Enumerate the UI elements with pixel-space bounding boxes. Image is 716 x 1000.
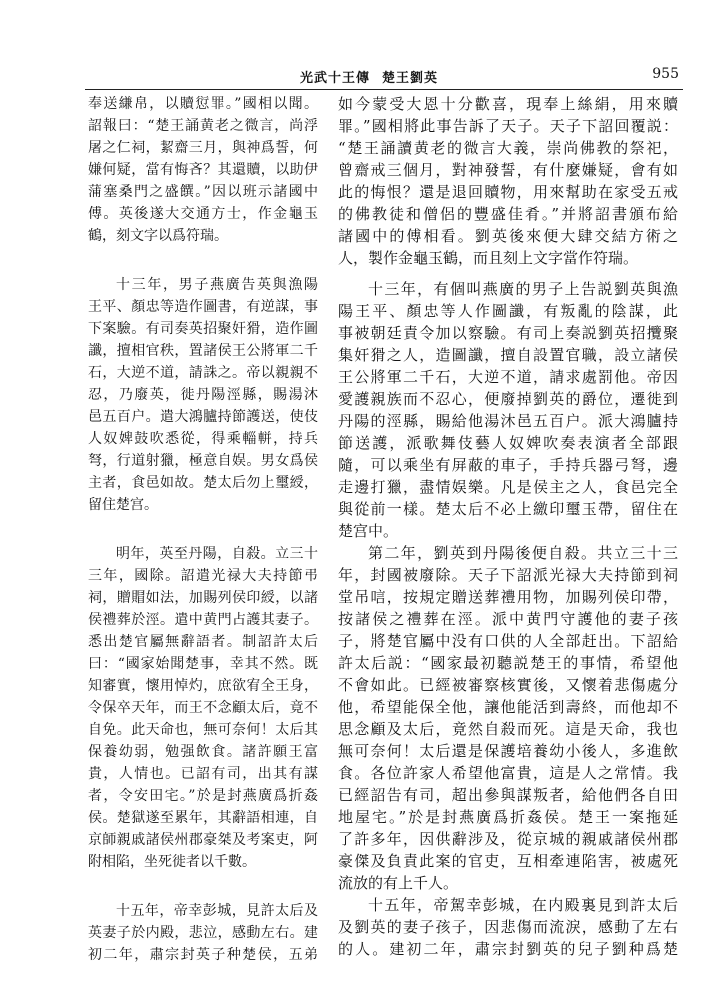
text-line: 鶴，刻文字以爲符瑞。	[88, 228, 228, 244]
text-line: 十五年，帝駕幸彭城，在内殿裏見到許太后	[368, 896, 678, 914]
section-title: 楚王劉英	[382, 71, 439, 86]
text-line: 人，製作金龜玉鶴，而且刻上文字當作符瑞。	[338, 249, 639, 267]
text-line: 下案驗。有司奏英招聚奸猾，造作圖	[88, 321, 318, 337]
text-line: 石，大逆不道，請誅之。帝以親親不	[88, 365, 318, 381]
text-line: 令保卒天年，而王不念顧太后，竟不	[88, 700, 318, 716]
text-line: 明年，英至丹陽，自殺。立三十	[116, 546, 318, 562]
text-line: 堂吊唁，按規定贈送葬禮用物，加賜列侯印帶，	[338, 588, 678, 606]
text-line: 諸國中的傅相看。劉英後來便大肆交結方術之	[338, 227, 678, 245]
text-line: 主者，食邑如故。楚太后勿上璽綬，	[88, 475, 318, 491]
text-line: 曾齋戒三個月，對神發誓，有什麼嫌疑，會有如	[338, 161, 678, 179]
text-line: 知審實，懷用悼灼，庶欲宥全王身，	[88, 678, 318, 694]
text-line: 貴，人情也。已詔有司，出其有謀	[88, 766, 318, 782]
text-line: 忍，乃廢英，徙丹陽涇縣，賜湯沐	[88, 387, 318, 403]
text-line: “楚王誦讀黄老的微言大義，崇尚佛教的祭祀，	[338, 139, 678, 157]
text-line: 自免。此天命也，無可奈何！太后其	[88, 722, 318, 738]
text-line: 京師親戚諸侯州郡豪桀及考案吏，阿	[88, 832, 318, 848]
text-line: 十五年，帝幸彭城，見許太后及	[116, 903, 318, 919]
text-line: 屠之仁祠，絜齋三月，與神爲誓，何	[88, 140, 318, 156]
text-line: 保養幼弱，勉强飲食。諸許願王富	[88, 744, 318, 760]
paragraph	[338, 93, 678, 269]
paragraph	[88, 274, 318, 516]
text-line: 罪。”國相將此事告訴了天子。天子下詔回覆説：	[338, 117, 678, 135]
text-line: 愛護親族而不忍心，便廢掉劉英的爵位，遷徙到	[338, 390, 678, 408]
text-line: 及劉英的妻子孩子，因悲傷而流淚，感動了左右	[338, 918, 678, 936]
text-line: 如今蒙受大恩十分歡喜，現奉上絲絹，用來贖	[338, 95, 678, 113]
text-line: 十三年，男子燕廣告英與漁陽	[116, 277, 318, 293]
paragraph	[88, 900, 318, 966]
text-line: 王平、顏忠等造作圖書，有逆謀，事	[88, 299, 318, 315]
text-line: 侯禮葬於涇。遣中黄門占護其妻子。	[88, 612, 318, 628]
text-line: 許太后説：“國家最初聽説楚王的事情，希望他	[338, 654, 678, 672]
chapter-title: 光武十王傳	[300, 71, 371, 86]
text-line: 者，令安田宅。”於是封燕廣爲折姦	[88, 788, 318, 804]
text-line: 傅。英後遂大交通方士，作金龜玉	[88, 206, 318, 222]
text-line: 豪傑及負責此案的官吏，互相牽連陷害，被處死	[338, 852, 678, 870]
text-line: 讖，擅相官秩，置諸侯王公將軍二千	[88, 343, 318, 359]
text-line: 十三年，有個叫燕廣的男子上告説劉英與漁	[368, 280, 678, 298]
running-title	[300, 67, 438, 86]
text-line: 陽王平、顏忠等人作圖讖，有叛亂的陰謀，此	[338, 302, 678, 320]
text-line: 丹陽的涇縣，賜給他湯沐邑五百户。派大鴻臚持	[338, 412, 678, 430]
text-line: 集奸猾之人，造圖讖，擅自設置官職，設立諸侯	[338, 346, 678, 364]
text-line: 地屋宅。”於是封燕廣爲折姦侯。楚王一案拖延	[338, 808, 678, 826]
text-line: 無可奈何！太后還是保護培養幼小後人，多進飲	[338, 742, 678, 760]
header-rule	[85, 89, 683, 90]
text-line: 的佛教徒和僧侶的豐盛佳肴。”并將詔書頒布給	[338, 205, 678, 223]
text-line: 與從前一樣。楚太后不必上繳印璽玉帶，留住在	[338, 500, 678, 518]
text-line: 事被朝廷責令加以察驗。有司上奏説劉英招攬聚	[338, 324, 678, 342]
text-line: 嫌何疑，當有悔吝？其還贖，以助伊	[88, 162, 318, 178]
text-line: 祠，贈賵如法，加賜列侯印綬，以諸	[88, 590, 318, 606]
text-line: 走邊打獵，盡情娱樂。凡是侯主之人，食邑完全	[338, 478, 678, 496]
text-line: 第二年，劉英到丹陽後便自殺。共立三十三	[368, 544, 678, 562]
text-line: 子，將楚官屬中没有口供的人全部赶出。下詔給	[338, 632, 678, 650]
text-line: 三年，國除。詔遣光禄大夫持節弔	[88, 568, 318, 584]
text-line: 曰：“國家始聞楚事，幸其不然。既	[88, 656, 318, 672]
paragraph	[338, 542, 678, 894]
text-line: 已經詔告有司，超出參與謀叛者，給他們各自田	[338, 786, 678, 804]
paragraph	[88, 93, 318, 247]
text-line: 了許多年，因供辭涉及，從京城的親戚諸侯州郡	[338, 830, 678, 848]
text-line: 悉出楚官屬無辭語者。制詔許太后	[88, 634, 318, 650]
text-line: 此的悔恨？還是退回贖物，用來幫助在家受五戒	[338, 183, 678, 201]
text-line: 人奴婢鼓吹悉從，得乘輜軿，持兵	[88, 431, 318, 447]
original-text-column	[88, 93, 318, 966]
text-line: 隨，可以乘坐有屏蔽的車子，手持兵器弓弩，邊	[338, 456, 678, 474]
text-line: 思念顧及太后，竟然自殺而死。這是天命，我也	[338, 720, 678, 738]
text-line: 楚宫中。	[338, 522, 399, 540]
text-line: 奉送縑帛，以贖愆罪。”國相以聞。	[88, 96, 318, 112]
text-line: 侯。楚獄遂至累年，其辭語相連，自	[88, 810, 318, 826]
text-line: 留住楚宫。	[88, 497, 158, 513]
page-number: 955	[652, 66, 679, 82]
text-line: 流放的有上千人。	[338, 874, 459, 892]
text-line: 年，封國被廢除。天子下詔派光禄大夫持節到祠	[338, 566, 678, 584]
paragraph	[338, 278, 678, 542]
text-line: 英妻子於内殿，悲泣，感動左右。建	[88, 925, 318, 941]
text-line: 的人。建初二年，肅宗封劉英的兒子劉种爲楚	[338, 940, 678, 958]
text-line: 不會如此。已經被審察核實後，又懷着悲傷處分	[338, 676, 678, 694]
text-line: 按諸侯之禮葬在涇。派中黄門守護他的妻子孩	[338, 610, 678, 628]
text-line: 弩，行道射獵，極意自娱。男女爲侯	[88, 453, 318, 469]
paragraph	[88, 543, 318, 873]
running-header	[85, 64, 683, 88]
text-line: 詔報曰：“楚王誦黄老之微言，尚浮	[88, 118, 318, 134]
text-line: 初二年，肅宗封英子种楚侯，五弟	[88, 947, 318, 963]
text-line: 節送護，派歌舞伎藝人奴婢吹奏表演者全部跟	[338, 434, 678, 452]
translation-column	[338, 93, 678, 960]
text-line: 蒲塞桑門之盛饌。”因以班示諸國中	[88, 184, 318, 200]
text-line: 食。各位許家人希望他富貴，這是人之常情。我	[338, 764, 678, 782]
text-line: 附相陷，坐死徙者以千數。	[88, 854, 256, 870]
paragraph	[338, 894, 678, 960]
text-line: 他，希望能保全他，讓他能活到壽終，而他却不	[338, 698, 678, 716]
text-line: 王公將軍二千石，大逆不道，請求處罰他。帝因	[338, 368, 678, 386]
text-line: 邑五百户。遣大鴻臚持節護送，使伎	[88, 409, 318, 425]
